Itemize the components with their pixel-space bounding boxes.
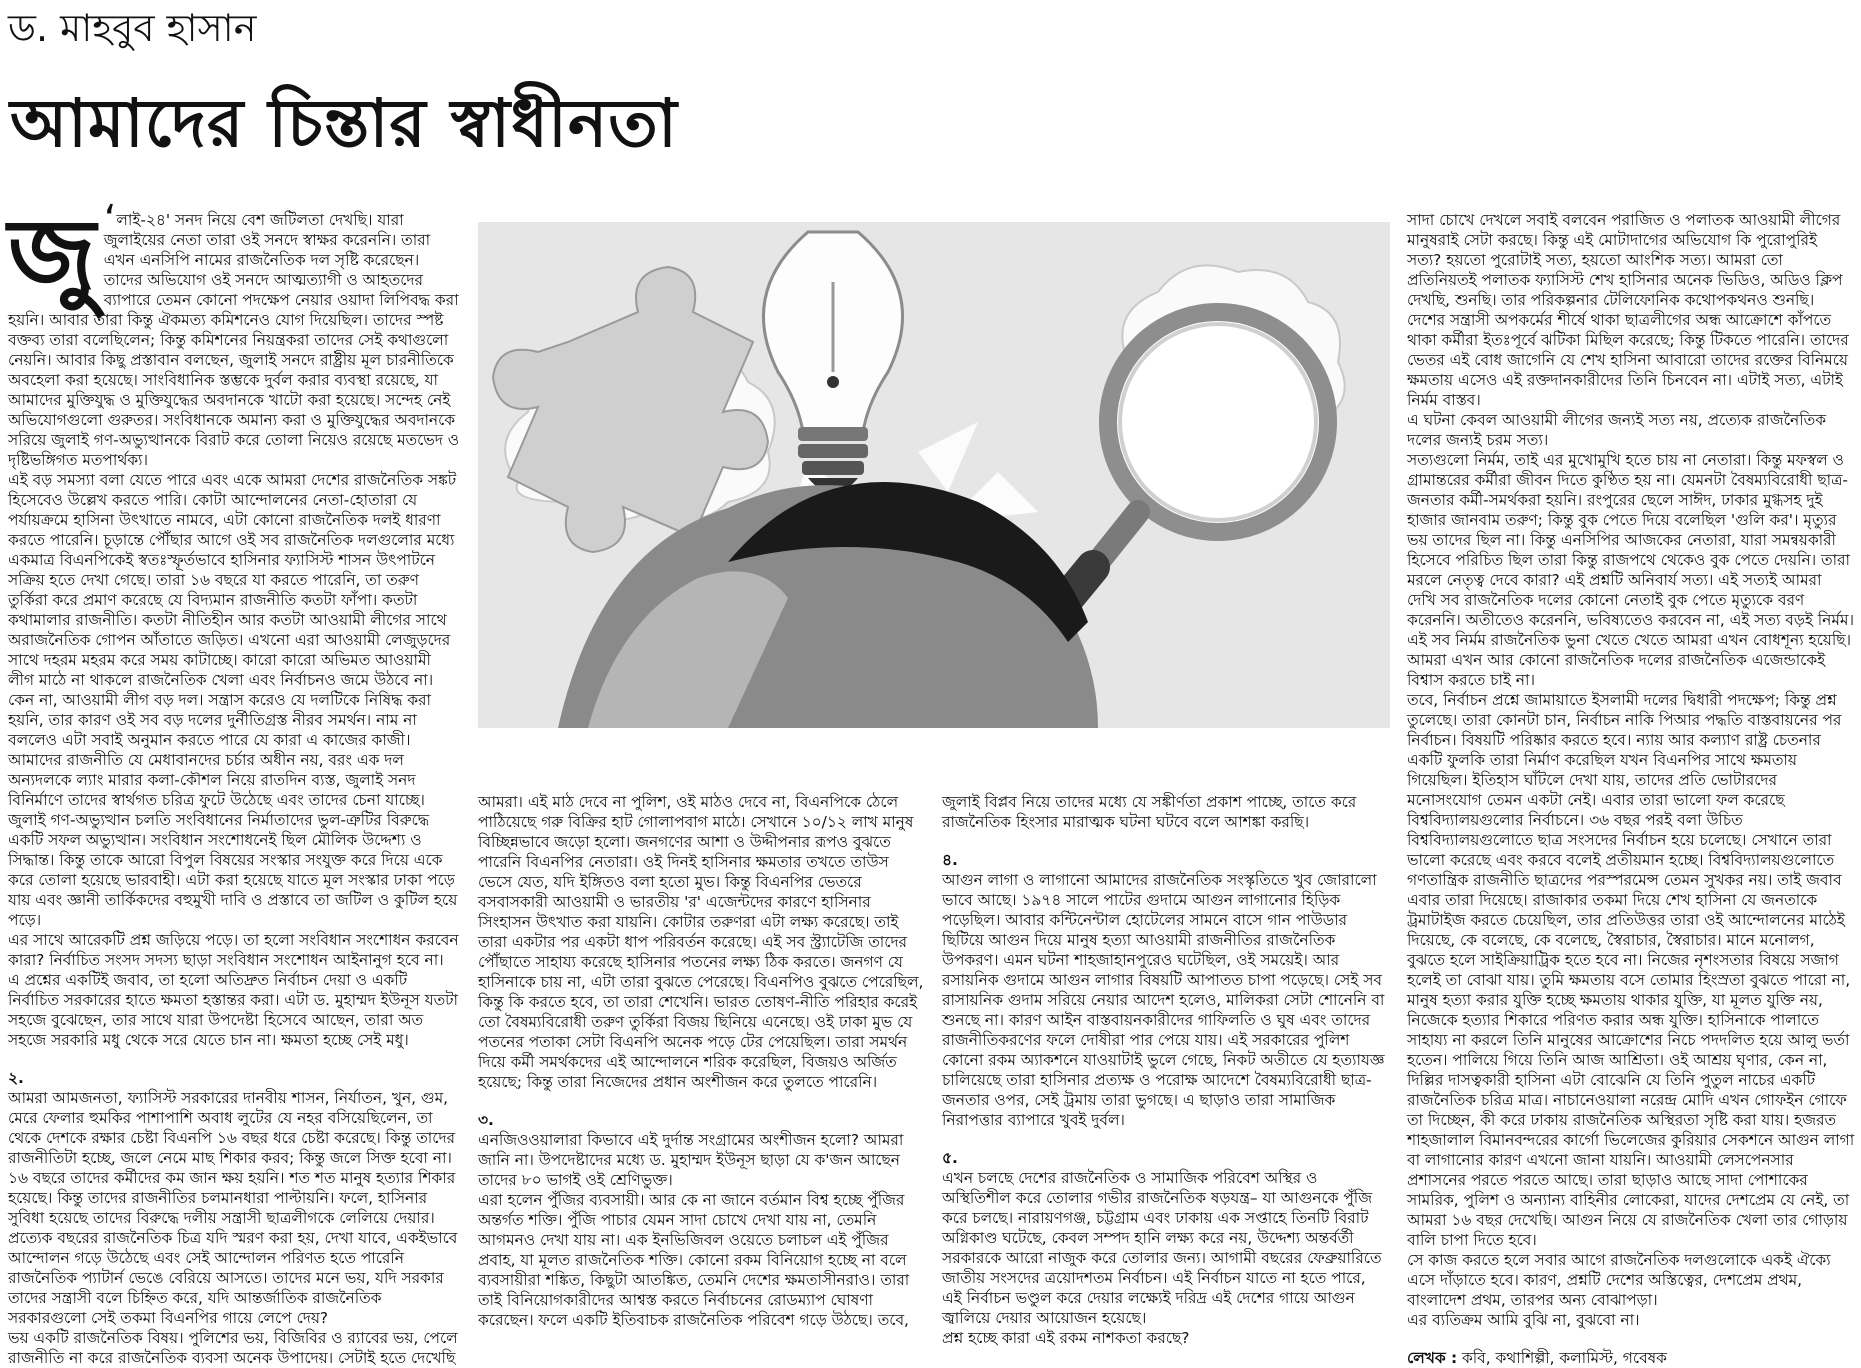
author-byline	[1407, 1348, 1855, 1368]
paragraph	[8, 197, 460, 470]
open-quote-mark: ‘	[103, 197, 117, 243]
drop-cap: জু	[8, 198, 96, 312]
paragraph: এরা হলেন পুঁজির ব্যবসায়ী। আর কে না জানে বর্তমান বিশ্ব হচ্ছে পুঁজির অন্তর্গত শক্তি। পুঁজি পাচার যেমন সাদা চোখে দেখা যায় না, তেমনি আগমনও দেখা যায় না। এক ইনভিজিবল ওয়েতে চলাচল এই পুঁজির প্রবাহ, যা মূলত রাজনৈতিক শক্তি। কোনো রকম বিনিয়োগ হচ্ছে না বলে ব্যবসায়ীরা শঙ্কিত, কিছুটা আতঙ্কিত, তেমনি দেশের ক্ষমতাসীনরাও। তারা তাই বিনিয়োগকারীদের আশ্বস্ত করতে নির্বাচনের রোডম্যাপ ঘোষণা করেছেন। ফলে একটি ইতিবাচক রাজনৈতিক পরিবেশ গড়ে উঠছে। তবে,	[478, 1191, 910, 1329]
paragraph: এর ব্যতিক্রম আমি বুঝি না, বুঝবো না।	[1407, 1311, 1640, 1329]
illustration	[478, 222, 1390, 728]
paragraph: আগুন লাগা ও লাগানো আমাদের রাজনৈতিক সংস্কৃতিতে খুব জোরালো ভাবে আছে। ১৯৭৪ সালে পাটের গুদামে আগুন লাগানোর হিড়িক পড়েছিল। আবার কন্টিনেন্টাল হোটেলের সামনে বাসে গান পাউডার ছিটিয়ে আগুন দিয়ে মানুষ হত্যা আওয়ামী রাজনীতির রাজনৈতিক উপকরণ। এমন ঘটনা শাহজাহানপুরেও ঘটেছিল, ওই সময়েই। আর রসায়নিক গুদামে আগুন লাগার বিষয়টি আপাতত চাপা পড়েছে। সেই সব রাসায়নিক গুদাম সরিয়ে নেয়ার আদেশ হলেও, মালিকরা সেটা শোনেনি বা শুনছে না। কারণ আইন বাস্তবায়নকারীদের গাফিলতি ও ঘুষ এবং তাদের রাজনীতিকরণের ফলে দোষীরা পার পেয়ে যায়। এই সরকারের পুলিশ কোনো রকম অ্যাকশনে যাওয়াটাই ভুলে গেছে, নিকট অতীতে যে হত্যাযজ্ঞ চালিয়েছে তারা হাসিনার প্রত্যক্ষ ও পরোক্ষ আদেশে বৈষম্যবিরোধী ছাত্র-জনতার ওপর, সেই ট্রমায় তারা ভুগছে। এ ছাড়াও তারা সামাজিক নিরাপত্তার ব্যাপারে খুবই দুর্বল।	[942, 871, 1385, 1129]
section-number: ২.	[8, 1069, 24, 1087]
column-3	[942, 792, 1390, 1347]
paragraph: আমাদের রাজনীতি যে মেধাবানদের চর্চার অধীন নয়, বরং এক দল অন্যদলকে ল্যাং মারার কলা-কৌশল নিয়ে রাতদিন ব্যস্ত, জুলাই সনদ বিনির্মাণে তাদের স্বার্থগত চরিত্র ফুটে উঠেছে এবং তাদের চেনা যাচ্ছে। জুলাই গণ-অভ্যুত্থান চলতি সংবিধানের নির্মাতাদের ভুল-ত্রুটির বিরুদ্ধে একটি সফল অভ্যুত্থান। সংবিধান সংশোধনেই ছিল মৌলিক উদ্দেশ্য ও সিদ্ধান্ত। কিন্তু তাকে আরো বিপুল বিষয়ের সংস্কার সংযুক্ত করে দিয়ে একে করে তোলা হয়েছে ভারবাহী। এটা করা হয়েছে যাতে মূল সংস্কার ঢাকা পড়ে যায় এবং জ্ঞানী তার্কিকদের বহুমুখী দাবি ও প্রস্তাবে তা জটিল ও কুটিল হয়ে পড়ে।	[8, 751, 458, 929]
paragraph: এই সব নির্মম রাজনৈতিক ভুনা খেতে খেতে আমরা এখন বোধশূন্য হয়েছি। আমরা এখন আর কোনো রাজনৈতিক দলের রাজনৈতিক এজেন্ডাকেই বিশ্বাস করতে চাই না।	[1407, 631, 1852, 689]
paragraph: সাদা চোখে দেখলে সবাই বলবেন পরাজিত ও পলাতক আওয়ামী লীগের মানুষরাই সেটা করছে। কিন্তু এই মোটাদাগের অভিযোগ কি পুরোপুরিই সত্য? হয়তো পুরোটাই সত্য, হয়তো আংশিক সত্য। আমরা তো প্রতিনিয়তই পলাতক ফ্যাসিস্ট শেখ হাসিনার অনেক ভিডিও, অডিও ক্লিপ দেখছি, শুনছি। তার পরিকল্পনার টেলিফোনিক কথোপকথনও শুনছি। দেশের সন্ত্রাসী অপকর্মের শীর্ষে থাকা ছাত্রলীগের অন্ধ আক্রোশে কাঁপতে থাকা কর্মীরা ইতঃপূর্বে ঝটিকা মিছিল করেছে; কিন্তু টিকতে পারেনি। তাদের ভেতর এই বোধ জাগেনি যে শেখ হাসিনা আবারো তাদের রক্তের বিনিময়ে ক্ষমতায় এসেও এই রক্তদানকারীদের তিনি চিনবেন না। এটাই সত্য, এটাই নির্মম বাস্তব।	[1407, 211, 1849, 409]
section-number: ৫.	[942, 1149, 958, 1167]
column-2	[478, 792, 926, 1342]
paragraph: জুলাই বিপ্লব নিয়ে তাদের মধ্যে যে সঙ্কীর্ণতা প্রকাশ পাচ্ছে, তাতে করে রাজনৈতিক হিংসার মারাত্মক ঘটনা ঘটবে বলে আশঙ্কা করছি।	[942, 793, 1357, 831]
byline-label: লেখক :	[1407, 1349, 1458, 1367]
paragraph-text: লাই-২৪' সনদ নিয়ে বেশ জটিলতা দেখছি। যারা জুলাইয়ের নেতা তারা ওই সনদে স্বাক্ষর করেননি। তারা এখন এনসিপি নামের রাজনৈতিক দল সৃষ্টি করেছেন। তাদের অভিযোগ ওই সনদে আত্মত্যাগী ও আহতদের ব্যাপারে তেমন কোনো পদক্ষেপ নেয়ার ওয়াদা লিপিবদ্ধ করা হয়নি। আবার তারা কিন্তু ঐকমত্য কমিশনেও যোগ দিয়েছিল। তাদের স্পষ্ট বক্তব্য তারা বলেছিলেন; কিন্তু কমিশনের নিয়ন্ত্রকরা তাদের সেই কথাগুলো নেয়নি। আবার কিছু প্রস্তাবান বলছেন, জুলাই সনদে রাষ্ট্রীয় মূল চারনীতিকে অবহেলা করা হয়েছে। সাংবিধানিক স্তম্ভকে দুর্বল করার ব্যবস্থা রয়েছে, যা আমাদের মুক্তিযুদ্ধ ও মুক্তিযুদ্ধের অবদানকে খাটো করা হয়েছে। সন্দেহ নেই অভিযোগগুলো গুরুতর। সংবিধানকে অমান্য করা ও মুক্তিযুদ্ধের অবদানকে সরিয়ে জুলাই গণ-অভ্যুত্থানকে বিরাট করে তোলা নিয়েও রয়েছে মতভেদ ও দৃষ্টিভঙ্গিগত মতপার্থক্য।	[8, 211, 460, 469]
paragraph: এনজিওওয়ালারা কিভাবে এই দুর্দান্ত সংগ্রামের অংশীজন হলো? আমরা জানি না। উপদেষ্টাদের মধ্যে ড. মুহাম্মদ ইউনূস ছাড়া যে ক'জন আছেন তাদের ৮০ ভাগই ওই শ্রেণিভুক্ত।	[478, 1131, 904, 1189]
paragraph: এই বড় সমস্যা বলা যেতে পারে এবং একে আমরা দেশের রাজনৈতিক সঙ্কট হিসেবেও উল্লেখ করতে পারি। কোটা আন্দোলনের নেতা-হোতারা যে পর্যায়ক্রমে হাসিনা উৎখাতে নামবে, এটা কোনো রাজনৈতিক দলই ধারণা করতে পারেনি। চূড়ান্তে পৌঁছার আগে ওই সব রাজনৈতিক দলগুলোর মধ্যে একমাত্র বিএনপিকেই স্বতঃস্ফূর্তভাবে হাসিনার ফ্যাসিস্ট শাসন উৎপাটনে সক্রিয় হতে দেখা গেছে। তারা ১৬ বছরে যা করতে পারেনি, তা তরুণ তুর্কিরা করে প্রমাণ করেছে যে বিদ্যমান রাজনীতি কতটা ফাঁপা। কতটা কথামালার রাজনীতি। কতটা নীতিহীন আর কতটা আওয়ামী লীগের সাথে অরাজনৈতিক গোপন আঁতাতে জড়িত। এখনো এরা আওয়ামী লেজুড়দের সাথে দহরম মহরম করে সময় কাটাচ্ছে। কারো কারো অভিমত আওয়ামী লীগ মাঠে না থাকলে রাজনৈতিক খেলা এবং নির্বাচনও জমে উঠবে না। কেন না, আওয়ামী লীগ বড় দল। সন্ত্রাস করেও যে দলটিকে নিষিদ্ধ করা হয়নি, তার কারণ ওই সব বড় দলের দুর্নীতিগ্রস্ত নীরব সমর্থন। নাম না বললেও এটা সবাই অনুমান করতে পারে যে কারা এ কাজের কাজী।	[8, 471, 457, 749]
paragraph: তবে, নির্বাচন প্রশ্নে জামায়াতে ইসলামী দলের দ্বিধারী পদক্ষেপ; কিন্তু প্রশ্ন তুলেছে। তারা কোনটা চান, নির্বাচন নাকি পিআর পদ্ধতি বাস্তবায়নের পর নির্বাচন। বিষয়টি পরিষ্কার করতে হবে। ন্যায় আর কল্যাণ রাষ্ট্র চেতনার একটি ফুলকি তারা নির্মাণ করেছিল যখন বিএনপির সাথে ক্ষমতায় গিয়েছিল। ইতিহাস ঘাঁটলে দেখা যায়, তাদের প্রতি ভোটারদের মনোসংযোগ তেমন একটা নেই। এবার তারা ভালো ফল করেছে বিশ্ববিদ্যালয়গুলোর নির্বাচনে। ৩৬ বছর পরই বলা উচিত বিশ্ববিদ্যালয়গুলোতে ছাত্র সংসদের নির্বাচন হয়ে চলেছে। সেখানে তারা ভালো করেছে এবং করবে বলেই প্রতীয়মান হচ্ছে। বিশ্ববিদ্যালয়গুলোতে গণতান্ত্রিক রাজনীতি ছাত্রদের পরস্পরমেন্স তেমন সুখকর নয়। তাই জবাব এবার তারা দিয়েছে। রাজাকার তকমা দিয়ে শেখ হাসিনা যে জনতাকে ট্রমাটাইজ করতে চেয়েছিল, তার প্রতিউত্তর তারা ওই আন্দোলনের মাঠেই দিয়েছে, কে বলেছে, কে বলেছে, স্বৈরাচার, স্বৈরাচার। মানে মনোলগ, বুঝতে হলে সাইক্রিয়াট্রিক হতে হবে না। নিজের নৃশংসতার বিষয়ে সজাগ হলেই তা বোঝা যায়। তুমি ক্ষমতায় বসে তোমার হিংস্রতা বুঝতে পারো না, মানুষ হত্যা করার যুক্তি হচ্ছে ক্ষমতায় থাকার যুক্তি, যা মূলত যুক্তি নয়, নিজেকে হত্যার শিকারে পরিণত করার অন্ধ যুক্তি। হাসিনাকে পালাতে সাহায্য না করলে তিনি মানুষের আক্রোশের নিচে পদদলিত হয়ে আলু ভর্তা হতেন। পালিয়ে গিয়ে তিনি আজ আশ্রিতা। ওই আশ্রয় ঘৃণার, কেন না, দিল্লির দাসত্বকারী হাসিনা এটা বোঝেনি যে তিনি পুতুল নাচের একটি রাজনৈতিক চরিত্র মাত্র। নাচানেওয়ালা নরেন্দ্র মোদি এখন গোফইন গোফে তা দিচ্ছেন, কী করে ঢাকায় রাজনৈতিক অস্থিরতা সৃষ্টি করা যায়। হজরত শাহজালাল বিমানবন্দরের কার্গো ভিলেজের কুরিয়ার সেকশনে আগুন লাগা বা লাগানোর কারণ এখনো জানা যায়নি। আওয়ামী লেসপেনসার প্রশাসনের পরতে পরতে আছে। তারা ছাড়াও আছে সাদা পোশাকের সামরিক, পুলিশ ও অন্যান্য বাহিনীর লোকেরা, যাদের দেশপ্রেম যে নেই, তা আমরা ১৬ বছর দেখেছি। আগুন নিয়ে যে রাজনৈতিক খেলা তার গোড়ায় বালি চাপা দিতে হবে।	[1407, 691, 1855, 1249]
paragraph: আমরা। এই মাঠ দেবে না পুলিশ, ওই মাঠও দেবে না, বিএনপিকে ঠেলে পাঠিয়েছে গরু বিক্রির হাট গোলাপবাগ মাঠে। সেখানে ১০/১২ লাখ মানুষ বিচ্ছিন্নভাবে জড়ো হলো। জনগণের আশা ও উদ্দীপনার রূপও বুঝতে পারেনি বিএনপির নেতারা। ওই দিনই হাসিনার ক্ষমতার তখতে তাউস ভেসে যেত, যদি ইঙ্গিতও বলা হতো মুভ। কিন্তু বিএনপির ভেতরে বসবাসকারী আওয়ামী ও ভারতীয় 'র' এজেন্টদের কারণে হাসিনার সিংহাসন উৎখাত করা যায়নি। কোটার তরুণরা এটা লক্ষ্য করেছে। তাই তারা একটার পর একটা ধাপ পরিবর্তন করেছে। এই সব স্ট্র্যাটেজি তাদের পৌঁছাতে সাহায্য করেছে হাসিনার পতনের লক্ষ্য ঠিক করতে। জনগণ যে হাসিনাকে চায় না, এটা তারা বুঝতে পেরেছে। বিএনপিও বুঝতে পেরেছিল, কিন্তু কি করতে হবে, তা তারা শেখেনি। ভারত তোষণ-নীতি পরিহার করেই তো বৈষম্যবিরোধী তরুণ তুর্কিরা বিজয় ছিনিয়ে এনেছে। ওই ঢাকা মুভ যে পতনের পতাকা সেটা বিএনপি অনেক পড়ে টের পেয়েছিল। তারা সমর্থন দিয়ে কর্মী সমর্থকদের এই আন্দোলনে শরিক করেছিল, বিজয়ও অর্জিত হয়েছে; কিন্তু তারা নিজেদের প্রধান অংশীজন করে তুলতে পারেনি।	[478, 793, 924, 1091]
byline-text: কবি, কথাশিল্পী, কলামিস্ট, গবেষক	[1457, 1349, 1667, 1367]
paragraph: সে কাজ করতে হলে সবার আগে রাজনৈতিক দলগুলোকে একই ঐক্যে এসে দাঁড়াতে হবে। কারণ, প্রশ্নটি দেশের অস্তিত্বের, দেশপ্রেম প্রথম, বাংলাদেশ প্রথম, তারপর অন্য বোঝাপড়া।	[1407, 1251, 1831, 1309]
paragraph: আমরা আমজনতা, ফ্যাসিস্ট সরকারের দানবীয় শাসন, নির্যাতন, খুন, গুম, মেরে ফেলার হুমকির পাশাপাশি অবাধ লুটের যে নহর বসিয়েছিলেন, তা থেকে দেশকে রক্ষার চেষ্টা বিএনপি ১৬ বছর ধরে চেষ্টা করেছে। কিন্তু তাদের রাজনীতিটা হচ্ছে, জলে নেমে মাছ শিকার করব; কিন্তু জলে সিক্ত হবো না। ১৬ বছরে তাদের কর্মীদের কম জান ক্ষয় হয়নি। শত শত মানুষ হত্যার শিকার হয়েছে। কিন্তু তাদের রাজনীতির চলমানধারা পাল্টায়নি। ফলে, হাসিনার সুবিধা হয়েছে তাদের বিরুদ্ধে দলীয় সন্ত্রাসী ছাত্রলীগকে লেলিয়ে দেয়ার। প্রত্যেক বছরের রাজনৈতিক চিত্র যদি স্মরণ করা হয়, দেখা যাবে, একইভাবে আন্দোলন গড়ে উঠেছে এবং সেই আন্দোলন পরিণত হতে পারেনি রাজনৈতিক প্যাটার্ন ভেঙে বেরিয়ে আসতে। তাদের মনে ভয়, যদি সরকার তাদের সন্ত্রাসী বলে চিহ্নিত করে, যদি আন্তর্জাতিক রাজনৈতিক সরকারগুলো সেই তকমা বিএনপির গায়ে লেপে দেয়?	[8, 1089, 458, 1327]
paragraph: এর সাথে আরেকটি প্রশ্ন জড়িয়ে পড়ে। তা হলো সংবিধান সংশোধন করবেন কারা? নির্বাচিত সংসদ সদস্য ছাড়া সংবিধান সংশোধন আইনানুগ হবে না। এ প্রশ্নের একটিই জবাব, তা হলো অতিদ্রুত নির্বাচন দেয়া ও একটি নির্বাচিত সরকারের হাতে ক্ষমতা হস্তান্তর করা। এটা ড. মুহাম্মদ ইউনূস যতটা সহজে বুঝেছেন, তার সাথে যারা উপদেষ্টা হিসেবে আছেন, তারা অত সহজে সরকারি মধু থেকে সরে যেতে চান না। ক্ষমতা হচ্ছে সেই মধু।	[8, 931, 459, 1049]
paragraph: সত্যগুলো নির্মম, তাই এর মুখোমুখি হতে চায় না নেতারা। কিন্তু মফস্বল ও গ্রামান্তরের কর্মীরা জীবন দিতে কুণ্ঠিত হয় না। যেমনটা বৈষম্যবিরোধী ছাত্র-জনতার কর্মী-সমর্থকরা হয়নি। রংপুরের ছেলে সাঈদ, ঢাকার মুগ্ধসহ দুই হাজার জানবাম তরুণ; কিন্তু বুক পেতে দিয়ে বলেছিল 'গুলি কর'। মৃত্যুর ভয় তাদের ছিল না। কিন্তু এনসিপির আজকের নেতারা, যারা সমন্বয়কারী হিসেবে পরিচিত ছিল তারা কিন্তু রাজপথে থেকেও বুক পেতে দেয়নি। তারা মরলে নেতৃত্ব দেবে কারা? এই প্রশ্নটি অনিবার্য সত্য। এই সত্যই আমরা দেখি সব রাজনৈতিক দলের কোনো নেতাই বুক পেতে মৃত্যুকে বরণ করেননি। অতীতেও করেননি, ভবিষ্যতেও করবেন না, এই সত্য বড়ই নির্মম।	[1407, 451, 1854, 629]
column-1	[8, 197, 460, 1367]
headline: আমাদের চিন্তার স্বাধীনতা	[10, 85, 678, 162]
section-number: ৪.	[942, 851, 958, 869]
paragraph: প্রশ্ন হচ্ছে কারা এই রকম নাশকতা করছে?	[942, 1329, 1190, 1347]
column-4	[1407, 210, 1855, 1367]
section-number: ৩.	[478, 1111, 494, 1129]
paragraph: এখন চলছে দেশের রাজনৈতিক ও সামাজিক পরিবেশ অস্থির ও অস্থিতিশীল করে তোলার গভীর রাজনৈতিক ষড়যন্ত্র– যা আগুনকে পুঁজি করে চলছে। নারায়ণগঞ্জ, চট্টগ্রাম এবং ঢাকায় এক সপ্তাহে তিনটি বিরাট অগ্নিকাণ্ড ঘটেছে, কেবল সম্পদ হানি লক্ষ্য করে নয়, উদ্দেশ্য অন্তর্বর্তী সরকারকে আরো নাজুক করে তোলার জন্য। আগামী বছরের ফেব্রুয়ারিতে জাতীয় সংসদের ত্রয়োদশতম নির্বাচন। এই নির্বাচন যাতে না হতে পারে, এই নির্বাচন ভণ্ডুল করে দেয়ার লক্ষ্যেই দরিদ্র এই দেশের গায়ে আগুন জ্বালিয়ে দেয়ার আয়োজন হয়েছে।	[942, 1169, 1382, 1327]
paragraph: ভয় একটি রাজনৈতিক বিষয়। পুলিশের ভয়, বিজিবির ও র‌্যাবের ভয়, পেলে রাজনীতি না করে রাজনৈতিক ব্যবসা অনেক উপাদেয়। সেটাই হতে দেখেছি	[8, 1329, 458, 1367]
author-name: ড. মাহবুব হাসান	[8, 6, 257, 50]
paragraph: এ ঘটনা কেবল আওয়ামী লীগের জন্যই সত্য নয়, প্রত্যেক রাজনৈতিক দলের জন্যই চরম সত্য।	[1407, 411, 1826, 449]
